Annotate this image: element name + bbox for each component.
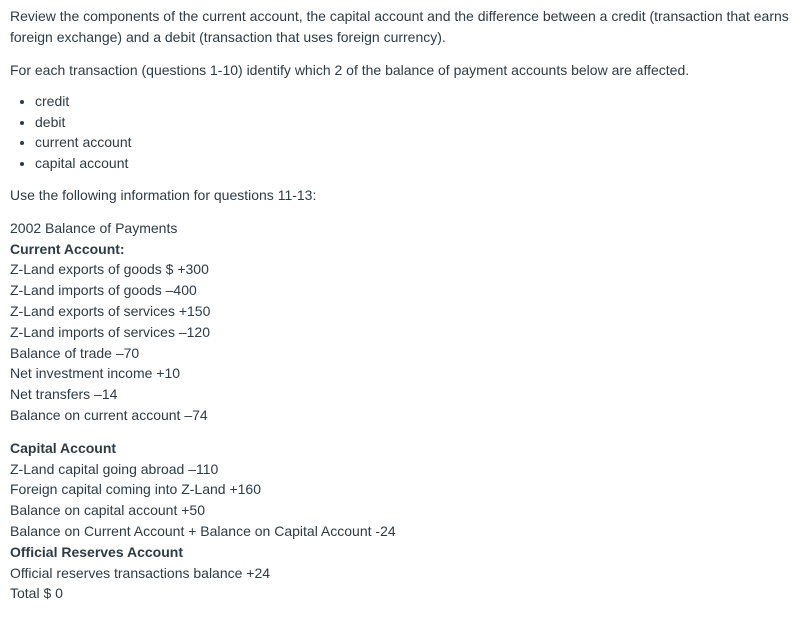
current-line: Z-Land imports of goods –400: [10, 282, 197, 299]
current-account-heading: Current Account:: [10, 240, 125, 257]
list-item: • capital account: [35, 153, 790, 174]
official-reserves-heading: Official Reserves Account: [10, 543, 183, 560]
current-line: Z-Land imports of services –120: [10, 323, 210, 340]
current-line: Net transfers –14: [10, 386, 118, 403]
current-line: Balance on current account –74: [10, 406, 208, 423]
bop-title: 2002 Balance of Payments: [10, 219, 178, 236]
use-info-paragraph: Use the following information for questions 11-13:: [10, 186, 317, 203]
section-gap: [10, 426, 790, 438]
list-item: • debit: [35, 112, 790, 133]
current-line: Net investment income +10: [10, 365, 181, 382]
reserves-line: Official reserves transactions balance +24: [10, 564, 271, 581]
list-item: • current account: [35, 132, 790, 153]
capital-line: Balance on Current Account + Balance on Capital Account -24: [10, 522, 396, 539]
intro-paragraph: Review the components of the current account, the capital account and the difference between a credit (transaction that earns foreign exchange) and a debit (transaction that uses foreign currency).: [10, 8, 789, 45]
capital-line: Foreign capital coming into Z-Land +160: [10, 481, 261, 498]
total-line: Total $ 0: [10, 585, 63, 602]
current-line: Z-Land exports of goods $ +300: [10, 261, 209, 278]
list-item: • credit: [35, 91, 790, 112]
capital-line: Z-Land capital going abroad –110: [10, 460, 219, 477]
current-line: Balance of trade –70: [10, 344, 140, 361]
balance-of-payments: [10, 218, 790, 604]
accounts-list: [10, 91, 790, 174]
instruction-paragraph: For each transaction (questions 1-10) identify which 2 of the balance of payment accounts below are affected.: [10, 62, 690, 78]
capital-line: Balance on capital account +50: [10, 502, 205, 519]
current-line: Z-Land exports of services +150: [10, 303, 211, 319]
capital-account-heading: Capital Account: [10, 439, 117, 456]
